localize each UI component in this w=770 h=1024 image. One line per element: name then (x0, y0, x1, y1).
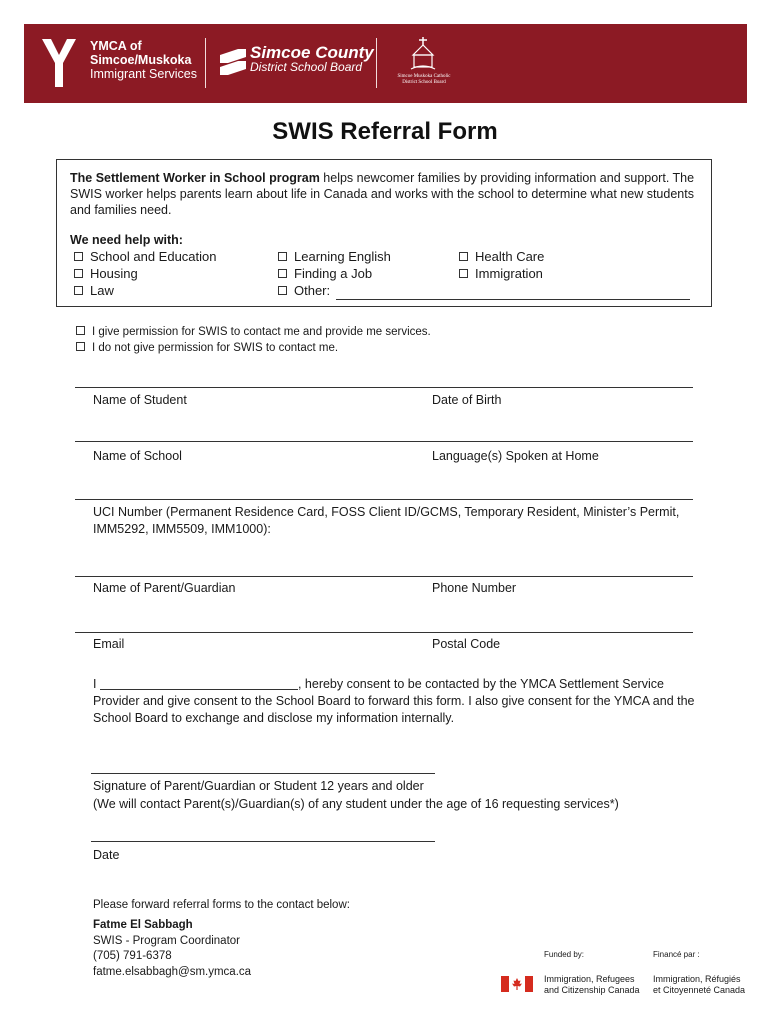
consent-name-blank[interactable] (100, 677, 298, 690)
scdsb-logo-icon (220, 49, 246, 75)
checkbox[interactable] (74, 286, 83, 295)
signature-label: Signature of Parent/Guardian or Student 12 years and older (93, 779, 424, 793)
contact-block (93, 918, 251, 980)
signature-line[interactable] (91, 773, 435, 774)
help-option-job[interactable] (278, 266, 372, 282)
phone-label: Phone Number (432, 581, 517, 595)
catholic-line-1: Simcoe Muskoka Catholic (397, 74, 451, 79)
student-name-label: Name of Student (93, 393, 187, 407)
catholic-line-2: District School Board (402, 80, 446, 85)
header-banner (24, 24, 747, 103)
consent-paragraph (93, 676, 698, 727)
header-divider (376, 38, 377, 88)
help-option-other[interactable] (278, 283, 330, 299)
page-title: SWIS Referral Form (272, 118, 498, 145)
checkbox[interactable] (278, 286, 287, 295)
help-option-law[interactable] (74, 283, 114, 299)
ymca-wordmark (90, 39, 197, 81)
forward-instruction: Please forward referral forms to the contact below: (93, 899, 350, 911)
permission-give-label: I give permission for SWIS to contact me and provide me services. (92, 326, 431, 338)
intro-paragraph (70, 170, 700, 218)
help-option-english[interactable] (278, 249, 391, 265)
dob-label: Date of Birth (432, 393, 502, 407)
ircc-en-line-1: Immigration, Refugees (544, 974, 635, 984)
intro-lead: The Settlement Worker in School program (70, 171, 320, 185)
ymca-line-3: Immigrant Services (90, 67, 197, 81)
help-option-label: School and Education (90, 249, 217, 264)
ymca-line-1: YMCA of (90, 39, 142, 53)
catholic-board-wordmark (384, 74, 464, 86)
contact-name: Fatme El Sabbagh (93, 919, 193, 931)
checkbox[interactable] (278, 252, 287, 261)
permission-give[interactable] (76, 325, 431, 339)
date-label: Date (93, 848, 120, 862)
ymca-line-2: Simcoe/Muskoka (90, 53, 192, 67)
help-option-label: Housing (90, 266, 138, 281)
field-line[interactable] (75, 499, 693, 500)
help-option-label: Immigration (475, 266, 543, 281)
checkbox[interactable] (74, 269, 83, 278)
help-option-immigration[interactable] (459, 266, 543, 282)
permission-deny[interactable] (76, 341, 338, 355)
field-line[interactable] (75, 387, 693, 388)
checkbox[interactable] (74, 252, 83, 261)
date-line[interactable] (91, 841, 435, 842)
consent-prefix: I (93, 677, 97, 691)
ircc-fr-line-1: Immigration, Réfugiés (653, 974, 741, 984)
help-option-label: Law (90, 283, 114, 298)
church-crest-icon (409, 37, 437, 71)
help-heading: We need help with: (70, 233, 183, 247)
field-line[interactable] (75, 576, 693, 577)
field-line[interactable] (75, 441, 693, 442)
finance-par-label: Financé par : (653, 950, 700, 959)
scdsb-wordmark (250, 45, 374, 75)
school-name-label: Name of School (93, 449, 182, 463)
ircc-wordmark-fr (653, 974, 745, 996)
ircc-en-line-2: and Citizenship Canada (544, 985, 640, 995)
funded-by-label: Funded by: (544, 950, 585, 959)
consent-text: , hereby consent to be contacted by the YMCA Settlement Service Provider and give consent to the School Board to forward this form. I also give consent for the YMCA and the School Board to exchange and disclose my information internally. (93, 677, 695, 725)
field-line[interactable] (75, 632, 693, 633)
contact-email[interactable]: fatme.elsabbagh@sm.ymca.ca (93, 965, 252, 978)
email-label: Email (93, 637, 125, 651)
permission-deny-label: I do not give permission for SWIS to contact me. (92, 342, 339, 354)
checkbox[interactable] (459, 269, 468, 278)
postal-label: Postal Code (432, 637, 501, 651)
canada-flag-icon (501, 976, 533, 992)
ymca-logo-icon (42, 39, 76, 87)
ircc-wordmark-en (544, 974, 640, 996)
checkbox[interactable] (76, 342, 85, 351)
scdsb-line-2: District School Board (250, 60, 363, 74)
help-option-label: Other: (294, 283, 331, 298)
uci-label: UCI Number (Permanent Residence Card, FOSS Client ID/GCMS, Temporary Resident, Minister’s Permit, IMM5292, IMM5509, IMM1000): (93, 505, 680, 536)
help-option-label: Finding a Job (294, 266, 373, 281)
checkbox[interactable] (459, 252, 468, 261)
intro-box (56, 159, 712, 307)
signature-note: (We will contact Parent(s)/Guardian(s) of any student under the age of 16 requesting services*) (93, 797, 619, 811)
parent-name-label: Name of Parent/Guardian (93, 581, 236, 595)
ircc-fr-line-2: et Citoyenneté Canada (653, 985, 746, 995)
header-divider (205, 38, 206, 88)
help-option-health[interactable] (459, 249, 544, 265)
checkbox[interactable] (76, 326, 85, 335)
intro-body: helps newcomer families by providing information and support. The SWIS worker helps parents learn about life in Canada and works with the school to determine what new students and families need. (70, 171, 695, 217)
languages-label: Language(s) Spoken at Home (432, 449, 599, 463)
checkbox[interactable] (278, 269, 287, 278)
help-option-housing[interactable] (74, 266, 138, 282)
contact-phone: (705) 791-6378 (93, 950, 172, 962)
help-option-school[interactable] (74, 249, 216, 265)
help-option-label: Learning English (294, 249, 391, 264)
other-input-line[interactable] (336, 299, 690, 300)
scdsb-line-1: Simcoe County (250, 43, 374, 62)
contact-role: SWIS - Program Coordinator (93, 934, 240, 947)
help-option-label: Health Care (475, 249, 545, 264)
